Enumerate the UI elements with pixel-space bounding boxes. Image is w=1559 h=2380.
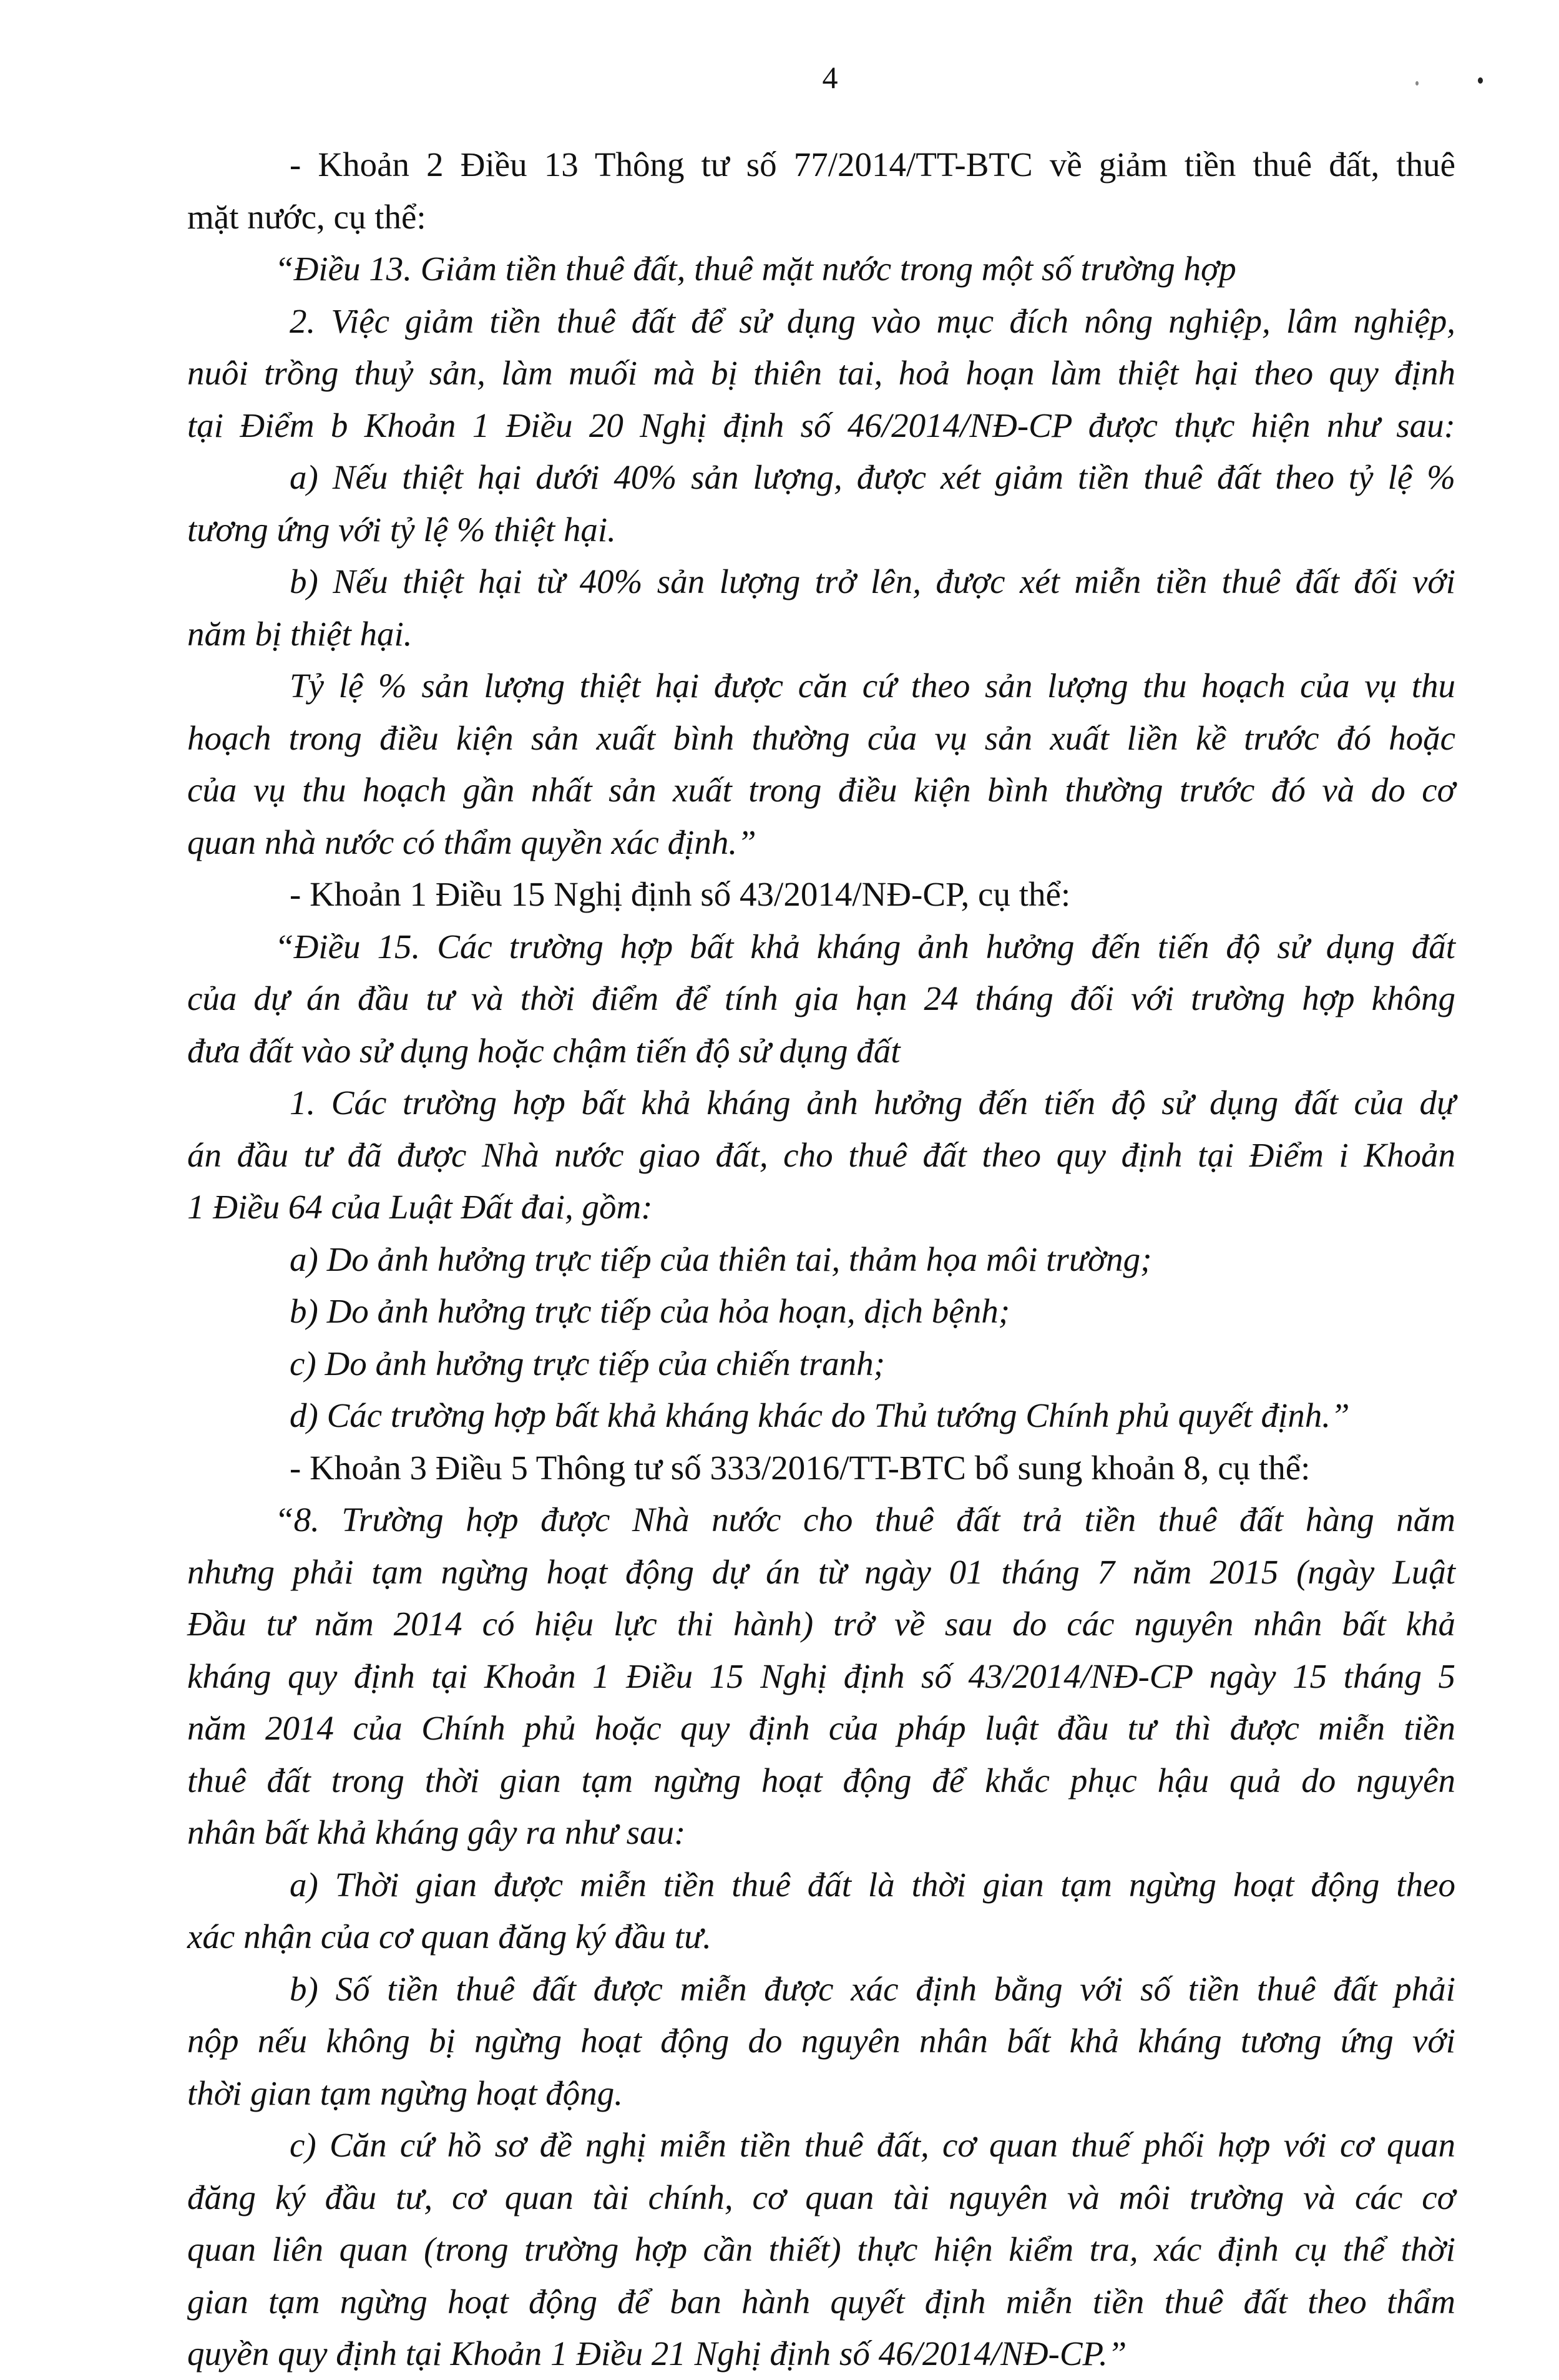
quoted-text-line: nộp nếu không bị ngừng hoạt động do nguyên nhân bất khả kháng tương ứng với xyxy=(187,2022,1455,2060)
quoted-text-line: 1. Các trường hợp bất khả kháng ảnh hưởng đến tiến độ sử dụng đất của dự xyxy=(290,1084,1455,1122)
text-line: - Khoản 2 Điều 13 Thông tư số 77/2014/TT-BTC về giảm tiền thuê đất, thuê xyxy=(290,145,1455,184)
quoted-text-line: Tỷ lệ % sản lượng thiệt hại được căn cứ theo sản lượng thu hoạch của vụ thu xyxy=(290,667,1455,705)
quoted-text-line: năm bị thiệt hại. xyxy=(187,614,413,653)
quoted-text-line: 2. Việc giảm tiền thuê đất để sử dụng vào mục đích nông nghiệp, lâm nghiệp, xyxy=(290,301,1455,340)
quoted-text-line: năm 2014 của Chính phủ hoặc quy định của pháp luật đầu tư thì được miễn tiền xyxy=(187,1709,1455,1747)
quoted-text-line: thời gian tạm ngừng hoạt động. xyxy=(187,2074,623,2112)
quoted-text-line: b) Do ảnh hưởng trực tiếp của hỏa hoạn, dịch bệnh; xyxy=(290,1292,1010,1330)
quoted-text-line: tại Điểm b Khoản 1 Điều 20 Nghị định số 46/2014/NĐ-CP được thực hiện như sau: xyxy=(187,406,1455,444)
quoted-text-line: “Điều 13. Giảm tiền thuê đất, thuê mặt nước trong một số trường hợp xyxy=(275,250,1236,288)
quoted-text-line: quan nhà nước có thẩm quyền xác định.” xyxy=(187,823,756,861)
quoted-text-line: kháng quy định tại Khoản 1 Điều 15 Nghị định số 43/2014/NĐ-CP ngày 15 tháng 5 xyxy=(187,1657,1455,1695)
quoted-text-line: a) Do ảnh hưởng trực tiếp của thiên tai, thảm họa môi trường; xyxy=(290,1240,1152,1278)
quoted-text-line: c) Căn cứ hồ sơ đề nghị miễn tiền thuê đất, cơ quan thuế phối hợp với cơ quan xyxy=(290,2126,1455,2164)
quoted-text-line: quan liên quan (trong trường hợp cần thiết) thực hiện kiểm tra, xác định cụ thể thời xyxy=(187,2230,1455,2268)
quoted-text-line: “8. Trường hợp được Nhà nước cho thuê đất trả tiền thuê đất hàng năm xyxy=(275,1501,1455,1539)
quoted-text-line: thuê đất trong thời gian tạm ngừng hoạt động để khắc phục hậu quả do nguyên xyxy=(187,1761,1455,1800)
quoted-text-line: a) Thời gian được miễn tiền thuê đất là thời gian tạm ngừng hoạt động theo xyxy=(290,1865,1455,1904)
quoted-text-line: gian tạm ngừng hoạt động để ban hành quyết định miễn tiền thuê đất theo thẩm xyxy=(187,2282,1455,2321)
quoted-text-line: “Điều 15. Các trường hợp bất khả kháng ảnh hưởng đến tiến độ sử dụng đất xyxy=(275,927,1455,966)
quoted-text-line: d) Các trường hợp bất khả kháng khác do Thủ tướng Chính phủ quyết định.” xyxy=(290,1396,1350,1434)
quoted-text-line: quyền quy định tại Khoản 1 Điều 21 Nghị định số 46/2014/NĐ-CP.” xyxy=(187,2334,1127,2373)
quoted-text-line: nhưng phải tạm ngừng hoạt động dự án từ ngày 01 tháng 7 năm 2015 (ngày Luật xyxy=(187,1552,1455,1591)
text-line: - Khoản 1 Điều 15 Nghị định số 43/2014/NĐ-CP, cụ thể: xyxy=(290,875,1071,913)
quoted-text-line: án đầu tư đã được Nhà nước giao đất, cho thuê đất theo quy định tại Điểm i Khoản xyxy=(187,1135,1455,1174)
quoted-text-line: đăng ký đầu tư, cơ quan tài chính, cơ quan tài nguyên và môi trường và các cơ xyxy=(187,2178,1455,2216)
scan-speck xyxy=(1478,77,1483,84)
quoted-text-line: xác nhận của cơ quan đăng ký đầu tư. xyxy=(187,1917,711,1956)
quoted-text-line: b) Số tiền thuê đất được miễn được xác định bằng với số tiền thuê đất phải xyxy=(290,1969,1455,2008)
quoted-text-line: c) Do ảnh hưởng trực tiếp của chiến tranh; xyxy=(290,1344,885,1383)
quoted-text-line: của dự án đầu tư và thời điểm để tính gia hạn 24 tháng đối với trường hợp không xyxy=(187,979,1455,1017)
quoted-text-line: của vụ thu hoạch gần nhất sản xuất trong điều kiện bình thường trước đó và do cơ xyxy=(187,771,1455,809)
quoted-text-line: 1 Điều 64 của Luật Đất đai, gồm: xyxy=(187,1188,653,1226)
quoted-text-line: nhân bất khả kháng gây ra như sau: xyxy=(187,1813,686,1851)
quoted-text-line: a) Nếu thiệt hại dưới 40% sản lượng, được xét giảm tiền thuê đất theo tỷ lệ % xyxy=(290,458,1455,496)
scan-speck xyxy=(1415,81,1419,86)
quoted-text-line: nuôi trồng thuỷ sản, làm muối mà bị thiên tai, hoả hoạn làm thiệt hại theo quy định xyxy=(187,354,1455,392)
quoted-text-line: Đầu tư năm 2014 có hiệu lực thi hành) trở về sau do các nguyên nhân bất khả xyxy=(187,1605,1455,1643)
text-line: mặt nước, cụ thể: xyxy=(187,197,426,236)
page-number: 4 xyxy=(822,60,838,95)
quoted-text-line: hoạch trong điều kiện sản xuất bình thường của vụ sản xuất liền kề trước đó hoặc xyxy=(187,718,1455,757)
text-line: - Khoản 3 Điều 5 Thông tư số 333/2016/TT-BTC bổ sung khoản 8, cụ thể: xyxy=(290,1448,1311,1487)
quoted-text-line: đưa đất vào sử dụng hoặc chậm tiến độ sử dụng đất xyxy=(187,1031,901,1070)
quoted-text-line: b) Nếu thiệt hại từ 40% sản lượng trở lên, được xét miễn tiền thuê đất đối với xyxy=(290,562,1455,600)
document-body xyxy=(187,139,1455,2380)
quoted-text-line: tương ứng với tỷ lệ % thiệt hại. xyxy=(187,510,616,549)
